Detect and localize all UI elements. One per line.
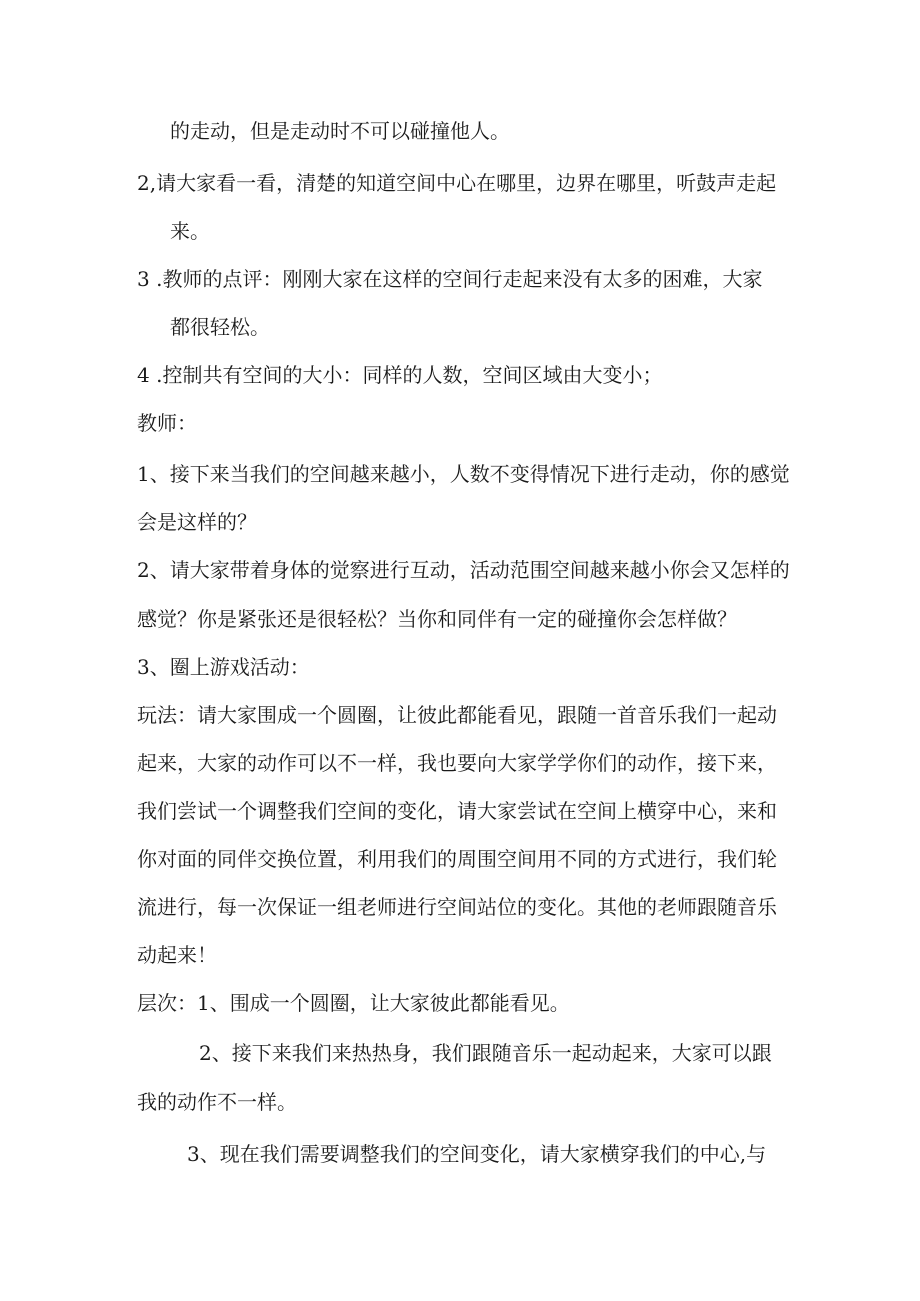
- text-line: 我的动作不一样。: [137, 1090, 297, 1114]
- text-line: 你对面的同伴交换位置，利用我们的周围空间用不同的方式进行，我们轮: [137, 847, 777, 871]
- text-line: 2、接下来我们来热热身，我们跟随音乐一起动起来，大家可以跟: [199, 1041, 772, 1065]
- text-line: 3 .教师的点评：刚刚大家在这样的空间行走起来没有太多的困难，大家: [137, 267, 763, 291]
- text-line: 都很轻松。: [170, 315, 270, 339]
- text-line: 玩法：请大家围成一个圆圈，让彼此都能看见，跟随一首音乐我们一起动: [137, 703, 777, 727]
- text-line: 动起来！: [137, 943, 217, 967]
- text-line: 1、接下来当我们的空间越来越小，人数不变得情况下进行走动，你的感觉: [137, 462, 790, 486]
- text-line: 的走动，但是走动时不可以碰撞他人。: [170, 119, 510, 143]
- text-line: 流进行，每一次保证一组老师进行空间站位的变化。其他的老师跟随音乐: [137, 895, 777, 919]
- text-line: 3、圈上游戏活动：: [137, 655, 310, 679]
- text-line: 会是这样的？: [137, 510, 257, 534]
- text-line: 2,请大家看一看，清楚的知道空间中心在哪里，边界在哪里，听鼓声走起: [137, 171, 777, 195]
- text-line: 教师：: [137, 411, 197, 435]
- text-line: 层次：1、围成一个圆圈，让大家彼此都能看见。: [137, 991, 570, 1015]
- text-line: 起来，大家的动作可以不一样，我也要向大家学学你们的动作，接下来，: [137, 751, 777, 775]
- text-line: 2、请大家带着身体的觉察进行互动，活动范围空间越来越小你会又怎样的: [137, 558, 790, 582]
- text-line: 3、现在我们需要调整我们的空间变化，请大家横穿我们的中心,与: [187, 1142, 767, 1166]
- text-line: 4 .控制共有空间的大小：同样的人数，空间区域由大变小；: [137, 363, 663, 387]
- text-line: 感觉？你是紧张还是很轻松？当你和同伴有一定的碰撞你会怎样做？: [137, 607, 737, 631]
- text-line: 我们尝试一个调整我们空间的变化，请大家尝试在空间上横穿中心，来和: [137, 799, 777, 823]
- text-line: 来。: [170, 219, 210, 243]
